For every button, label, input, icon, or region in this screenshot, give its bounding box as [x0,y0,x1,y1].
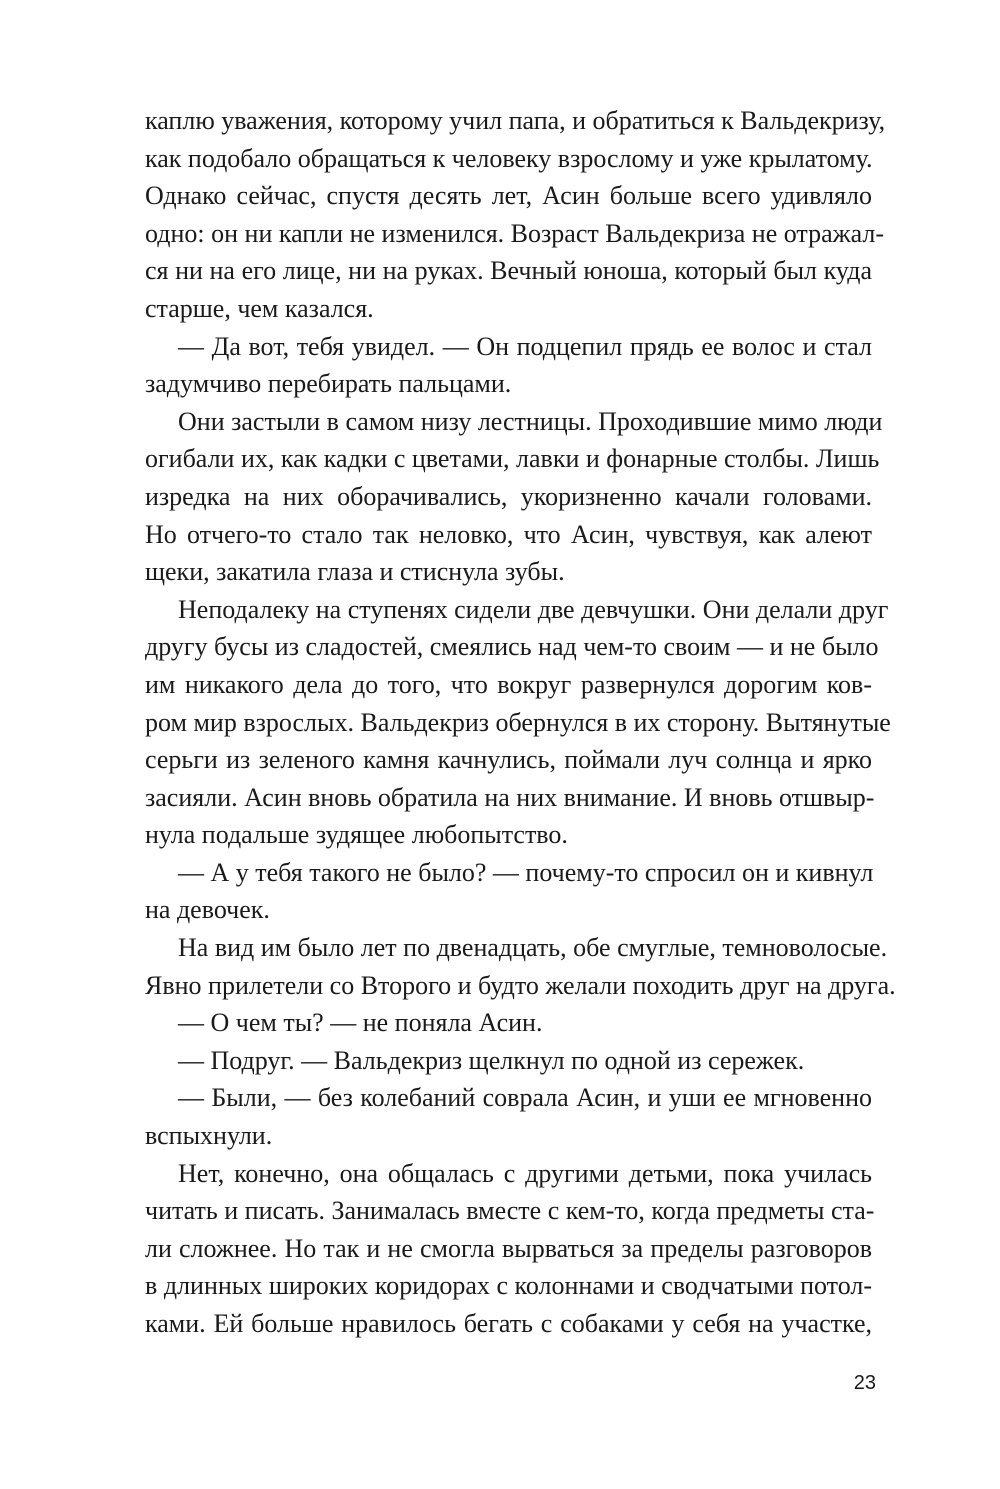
text-line: Они застыли в самом низу лестницы. Проходившие мимо люди [178,406,883,436]
text-line: нула подальше зудящее любопытство. [145,820,568,850]
text-line: ся ни на его лице, ни на руках. Вечный юноша, который был куда [145,256,872,286]
text-line: засияли. Асин вновь обратила на них внимание. И вновь отшвыр- [145,782,875,812]
text-line: ром мир взрослых. Вальдекриз обернулся в их сторону. Вытянутые [145,707,891,737]
text-line: — О чем ты? — не поняла Асин. [178,1008,543,1038]
text-line: серьги из зеленого камня качнулись, поймали луч солнца и ярко [145,745,872,775]
page-body [145,102,896,1343]
text-line: Нет, конечно, она общалась с другими детьми, пока училась [178,1158,872,1188]
text-line: другу бусы из сладостей, смеялись над чем-то своим — и не было [145,632,879,662]
text-line: задумчиво перебирать пальцами. [145,369,512,399]
text-line: ками. Ей больше нравилось бегать с собаками у себя на участке, [145,1309,872,1338]
text-line: изредка на них оборачивались, укоризненно качали головами. [145,481,872,511]
text-line: Неподалеку на ступенях сидели две девчушки. Они делали друг [178,594,889,624]
text-line: На вид им было лет по двенадцать, обе смуглые, темноволосые. [178,933,888,963]
text-line: Но отчего-то стало так неловко, что Асин, чувствуя, как алеют [145,519,872,549]
text-line: читать и писать. Занималась вместе с кем-то, когда предметы ста- [145,1196,875,1226]
text-line: — Да вот, тебя увидел. — Он подцепил прядь ее волос и стал [178,331,872,361]
text-line: на девочек. [145,895,270,925]
text-line: Однако сейчас, спустя десять лет, Асин больше всего удивляло [145,181,872,211]
text-line: как подобало обращаться к человеку взрослому и уже крылатому. [145,143,873,173]
text-line: ли сложнее. Но так и не смогла вырваться за пределы разговоров [145,1233,872,1263]
text-line: им никакого дела до того, что вокруг развернулся дорогим ков- [145,669,872,699]
text-line: огибали их, как кадки с цветами, лавки и фонарные столбы. Лишь [145,444,880,474]
text-line: — Были, — без колебаний соврала Асин, и уши ее мгновенно [178,1083,872,1113]
text-line: — Подруг. — Вальдекриз щелкнул по одной из сережек. [178,1045,805,1075]
text-line: вспыхнули. [145,1121,273,1151]
text-line: в длинных широких коридорах с колоннами и сводчатыми потол- [145,1271,872,1301]
text-line: каплю уважения, которому учил папа, и обратиться к Вальдекризу, [145,106,886,135]
page-number: 23 [853,1372,876,1394]
text-line: старше, чем казался. [145,293,374,323]
text-line: щеки, закатила глаза и стиснула зубы. [145,557,565,587]
text-line: одно: он ни капли не изменился. Возраст Вальдекриза не отражал- [145,218,884,248]
text-line: — А у тебя такого не было? — почему-то спросил он и кивнул [178,857,874,887]
text-line: Явно прилетели со Второго и будто желали походить друг на друга. [145,970,896,1000]
